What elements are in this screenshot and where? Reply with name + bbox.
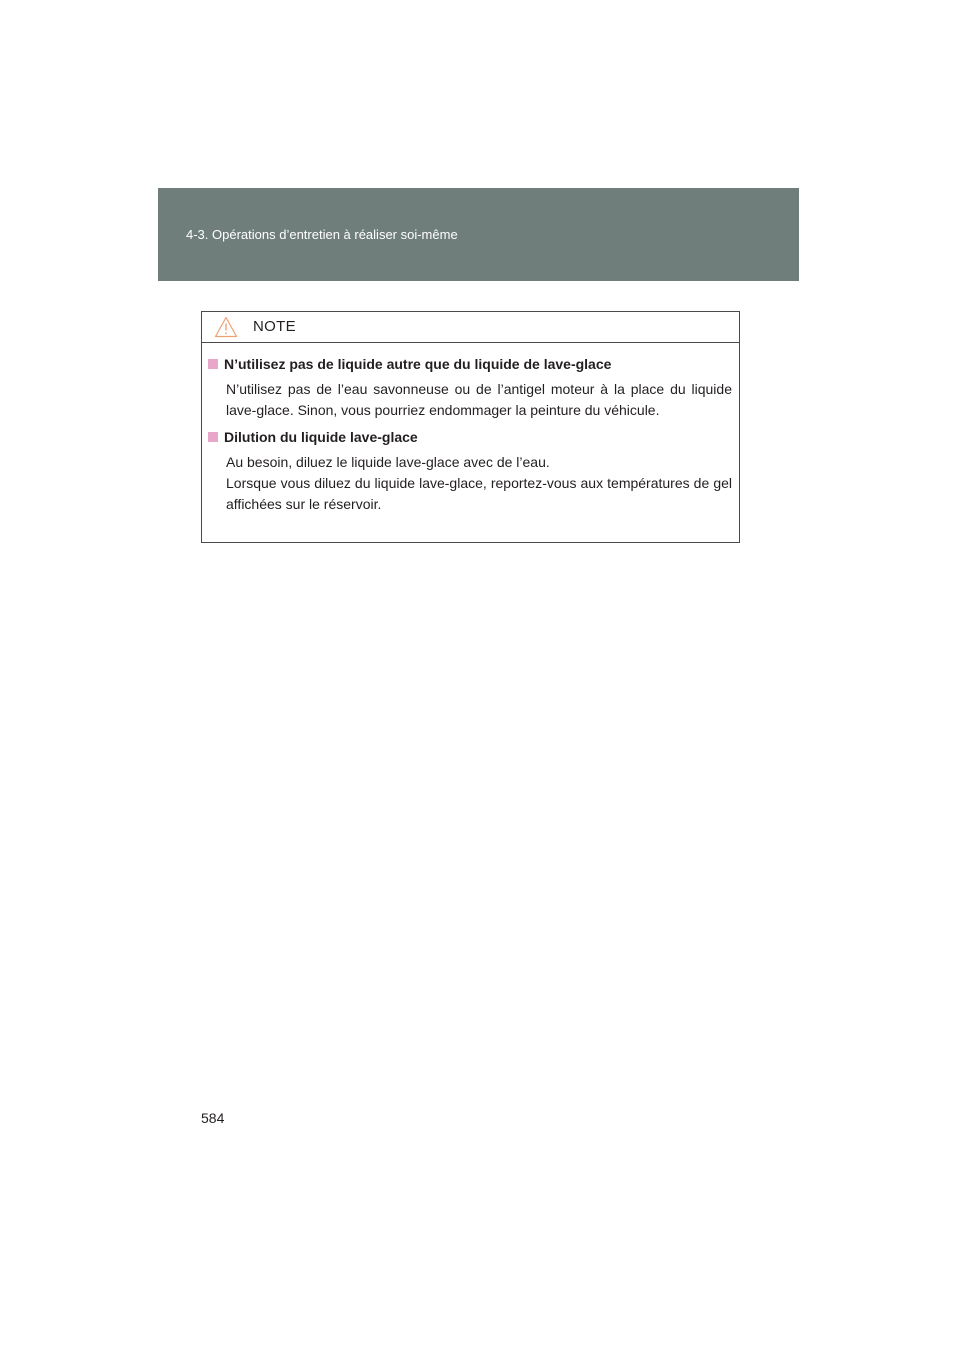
section-paragraph: Au besoin, diluez le liquide lave-glace avec de l’eau. xyxy=(226,454,550,470)
note-box xyxy=(201,311,740,543)
section-heading-text: Dilution du liquide lave-glace xyxy=(224,429,418,445)
page-number: 584 xyxy=(201,1110,225,1126)
square-bullet-icon xyxy=(208,359,218,369)
section-title: 4-3. Opérations d’entretien à réaliser soi-même xyxy=(186,227,458,242)
section-paragraph: N’utilisez pas de l’eau savonneuse ou de l’antigel moteur à la place du liquide lave-glace. Sinon, vous pourriez endommager la peinture du véhicule. xyxy=(226,381,732,418)
note-section xyxy=(208,427,732,515)
note-header xyxy=(202,312,739,343)
section-heading xyxy=(208,354,732,374)
note-section xyxy=(208,354,732,421)
section-heading xyxy=(208,427,732,447)
note-body xyxy=(202,343,739,515)
section-paragraph: Lorsque vous diluez du liquide lave-glace, reportez-vous aux températures de gel affichées sur le réservoir. xyxy=(226,475,732,512)
warning-triangle-icon xyxy=(214,316,238,338)
section-heading-text: N’utilisez pas de liquide autre que du liquide de lave-glace xyxy=(224,356,612,372)
note-title: NOTE xyxy=(253,318,296,335)
square-bullet-icon xyxy=(208,432,218,442)
section-header-band xyxy=(158,188,799,281)
